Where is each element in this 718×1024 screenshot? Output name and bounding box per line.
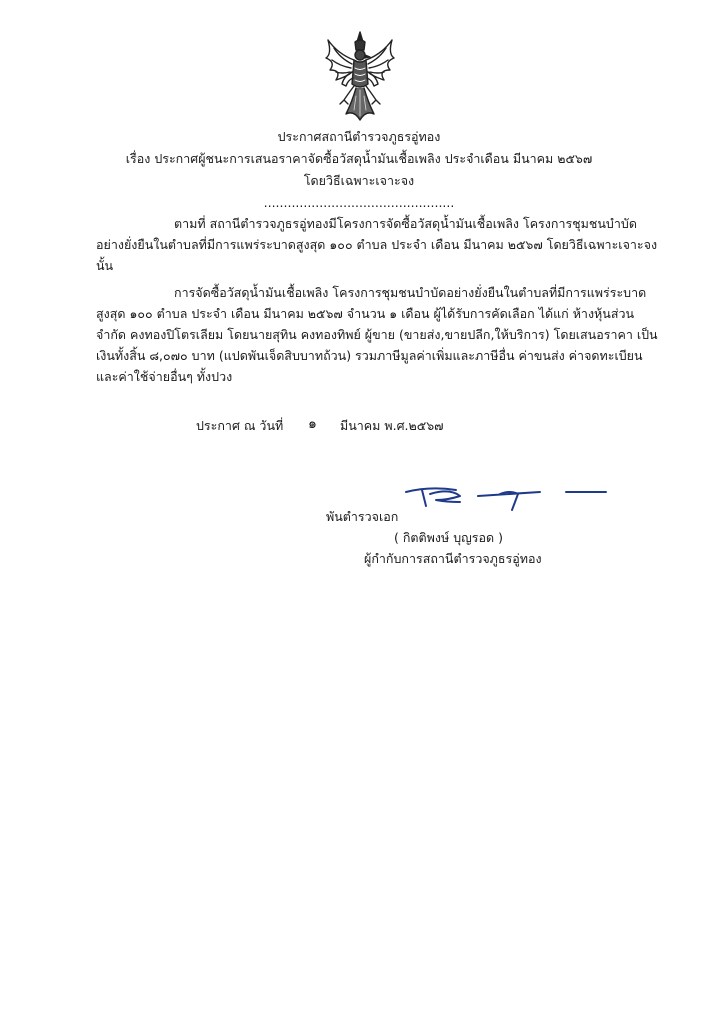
para2-line5: และค่าใช้จ่ายอื่นๆ ทั้งปวง	[96, 369, 233, 384]
announce-day: ๑	[308, 416, 317, 432]
para2-line4: เงินทั้งสิ้น ๘,๐๗๐ บาท (แปดพันเจ็ดสิบบาทถ้วน) รวมภาษีมูลค่าเพิ่มและภาษีอื่น ค่าขนส่ง ค่าจดทะเบียน	[96, 348, 643, 363]
signer-name: ( กิตติพงษ์ บุญรอด )	[394, 530, 503, 545]
signer-position: ผู้กำกับการสถานีตำรวจภูธรอู่ทอง	[364, 551, 542, 566]
org-title: ประกาศสถานีตำรวจภูธรอู่ทอง	[277, 129, 441, 144]
announce-prefix: ประกาศ ณ วันที่	[196, 418, 284, 433]
para2-line1: การจัดซื้อวัสดุน้ำมันเชื้อเพลิง โครงการชุมชนบำบัดอย่างยั่งยืนในตำบลที่มีการแพร่ระบาด	[174, 285, 647, 300]
para1-line1: ตามที่ สถานีตำรวจภูธรอู่ทองมีโครงการจัดซื้อวัสดุน้ำมันเชื้อเพลิง โครงการชุมชนบำบัด	[174, 216, 637, 231]
para2-line3: จำกัด คงทองปิโตรเลียม โดยนายสุทิน คงทองทิพย์ ผู้ขาย (ขายส่ง,ขายปลีก,ให้บริการ) โดยเสนอราคา เป็น	[96, 327, 658, 342]
header-divider: ................................................	[263, 195, 455, 210]
document-subject: เรื่อง ประกาศผู้ชนะการเสนอราคาจัดซื้อวัสดุน้ำมันเชื้อเพลิง ประจำเดือน มีนาคม ๒๕๖๗	[125, 151, 593, 166]
para2-line2: สูงสุด ๑๐๐ ตำบล ประจำ เดือน มีนาคม ๒๕๖๗ จำนวน ๑ เดือน ผู้ได้รับการคัดเลือก ได้แก่ ห้างหุ้นส่วน	[96, 306, 635, 321]
procurement-method: โดยวิธีเฉพาะเจาะจง	[303, 173, 415, 188]
signer-rank: พันตำรวจเอก	[326, 509, 399, 524]
garuda-emblem-icon	[322, 28, 398, 124]
announce-month-year: มีนาคม พ.ศ.๒๕๖๗	[340, 418, 444, 433]
para1-line3: นั้น	[96, 258, 114, 273]
para1-line2: อย่างยั่งยืนในตำบลที่มีการแพร่ระบาดสูงสุด ๑๐๐ ตำบล ประจำ เดือน มีนาคม ๒๕๖๗ โดยวิธีเฉพาะเจาะจง	[96, 237, 658, 252]
handwritten-signature	[400, 480, 610, 520]
